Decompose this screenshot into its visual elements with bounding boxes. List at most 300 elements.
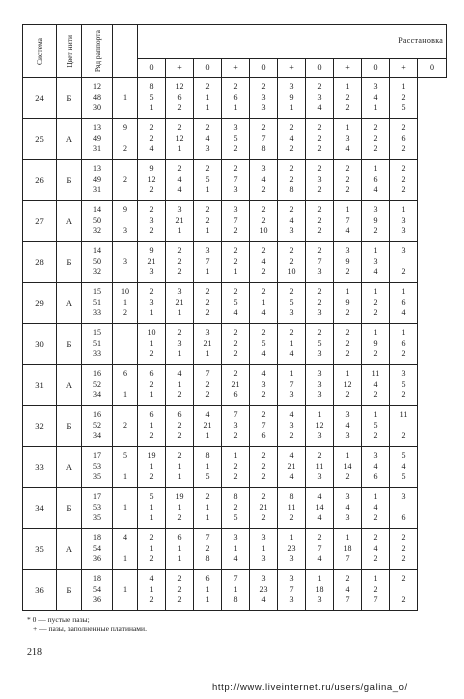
distribution-cell — [278, 160, 306, 201]
distribution-value: 5 — [401, 472, 406, 482]
distribution-value: 6 — [149, 369, 154, 379]
rapport-row-value: 50 — [93, 215, 101, 225]
distribution-value: 1 — [149, 338, 154, 348]
distribution-value: 9 — [345, 256, 350, 266]
thread-color-cell: А — [57, 201, 82, 242]
distribution-value: 5 — [233, 133, 238, 143]
distribution-value: 1 — [149, 584, 154, 594]
distribution-cell — [222, 160, 250, 201]
distribution-value: 2 — [373, 144, 378, 154]
distribution-value: 2 — [177, 246, 182, 256]
distribution-value: 4 — [345, 502, 350, 512]
distribution-value: 11 — [371, 369, 380, 379]
distribution-value: 7 — [205, 256, 210, 266]
distribution-value: 2 — [233, 369, 238, 379]
distribution-value: 1 — [205, 185, 210, 195]
rapport-rows-cell — [82, 78, 113, 119]
distribution-cell — [250, 78, 278, 119]
symbol-header-cell: 0 — [250, 59, 278, 78]
rapport-rows-cell — [82, 201, 113, 242]
symbol-header-cell: + — [390, 59, 418, 78]
thread-color-cell: Б — [57, 406, 82, 447]
distribution-value: 2 — [345, 349, 350, 359]
distribution-cell — [138, 570, 166, 611]
distribution-value: 4 — [373, 461, 378, 471]
distribution-value: 2 — [261, 472, 266, 482]
distribution-value: 1 — [177, 543, 182, 553]
distribution-value: 3 — [401, 492, 406, 502]
distribution-value: 3 — [345, 492, 350, 502]
distribution-value: 3 — [401, 215, 406, 225]
distribution-value: 7 — [205, 369, 210, 379]
distribution-value: 7 — [205, 533, 210, 543]
distribution-cell — [306, 283, 334, 324]
rapport-row-value: 35 — [93, 513, 101, 523]
distribution-cell — [334, 201, 362, 242]
footnote — [27, 615, 147, 633]
distribution-cell — [138, 283, 166, 324]
distribution-value: 3 — [233, 533, 238, 543]
distribution-cell — [113, 324, 138, 365]
distribution-cell — [113, 406, 138, 447]
distribution-value: 2 — [233, 164, 238, 174]
distribution-cell — [166, 529, 194, 570]
distribution-value: 6 — [401, 133, 406, 143]
distribution-cell — [166, 406, 194, 447]
distribution-value: 1 — [345, 533, 350, 543]
rapport-rows-cell — [82, 406, 113, 447]
distribution-cell — [194, 242, 222, 283]
distribution-cell — [194, 488, 222, 529]
distribution-value: 10 — [121, 287, 129, 297]
distribution-cell — [166, 570, 194, 611]
rapport-row-value: 48 — [93, 92, 101, 102]
distribution-value: 3 — [289, 226, 294, 236]
distribution-value: 2 — [345, 308, 350, 318]
distribution-value: 1 — [345, 82, 350, 92]
rapport-row-value: 18 — [93, 574, 101, 584]
distribution-cell — [362, 119, 390, 160]
distribution-value: 2 — [177, 574, 182, 584]
distribution-value: 2 — [149, 431, 154, 441]
distribution-cell — [166, 201, 194, 242]
distribution-value: 3 — [205, 328, 210, 338]
distribution-value: 4 — [261, 595, 266, 605]
distribution-value: 2 — [317, 287, 322, 297]
distribution-cell — [138, 406, 166, 447]
distribution-cell — [390, 488, 418, 529]
distribution-value: 3 — [373, 82, 378, 92]
distribution-value: 2 — [317, 133, 322, 143]
distribution-value: 4 — [345, 226, 350, 236]
distribution-value: 2 — [261, 390, 266, 400]
distribution-value: 1 — [205, 267, 210, 277]
distribution-value: 2 — [177, 513, 182, 523]
distribution-value: 1 — [233, 543, 238, 553]
distribution-value: 2 — [317, 328, 322, 338]
distribution-value: 2 — [205, 82, 210, 92]
rapport-row-value: 14 — [93, 246, 101, 256]
distribution-cell — [250, 570, 278, 611]
distribution-value: 2 — [149, 472, 154, 482]
distribution-value: 1 — [317, 410, 322, 420]
distribution-cell — [306, 406, 334, 447]
distribution-value — [113, 595, 137, 605]
distribution-value: 3 — [123, 256, 127, 266]
distribution-value — [113, 431, 137, 441]
distribution-value: 3 — [317, 267, 322, 277]
table-row — [23, 160, 447, 201]
distribution-value: 2 — [401, 174, 406, 184]
distribution-value: 4 — [289, 451, 294, 461]
distribution-value: 2 — [289, 328, 294, 338]
distribution-value: 1 — [373, 328, 378, 338]
distribution-value: 2 — [401, 390, 406, 400]
rapport-row-value: 35 — [93, 472, 101, 482]
distribution-value: 2 — [233, 472, 238, 482]
distribution-value: 1 — [345, 451, 350, 461]
table-row — [23, 283, 447, 324]
distribution-value: 23 — [287, 543, 296, 553]
distribution-value: 2 — [289, 513, 294, 523]
system-number-cell: 36 — [23, 570, 57, 611]
distribution-value: 2 — [261, 461, 266, 471]
thread-color-cell: Б — [57, 488, 82, 529]
rapport-row-value: 16 — [93, 410, 101, 420]
distribution-cell — [390, 119, 418, 160]
distribution-value: 2 — [205, 297, 210, 307]
distribution-cell — [250, 365, 278, 406]
distribution-value: 6 — [401, 338, 406, 348]
distribution-value: 9 — [123, 123, 127, 133]
table-row — [23, 447, 447, 488]
distribution-value: 2 — [345, 472, 350, 482]
rapport-row-value: 15 — [93, 328, 101, 338]
distribution-cell — [222, 283, 250, 324]
distribution-value: 4 — [289, 215, 294, 225]
rapport-rows-cell — [82, 324, 113, 365]
symbol-header-cell: 0 — [138, 59, 166, 78]
distribution-value: 2 — [317, 144, 322, 154]
table-row — [23, 365, 447, 406]
thread-color-cell: А — [57, 529, 82, 570]
distribution-value: 7 — [345, 595, 350, 605]
distribution-value: 1 — [149, 513, 154, 523]
distribution-value: 4 — [373, 267, 378, 277]
distribution-value: 8 — [233, 492, 238, 502]
thread-color-cell: Б — [57, 160, 82, 201]
distribution-value: 1 — [177, 461, 182, 471]
distribution-value: 2 — [261, 492, 266, 502]
system-number-cell: 29 — [23, 283, 57, 324]
distribution-value: 1 — [205, 103, 210, 113]
distribution-value: 2 — [261, 513, 266, 523]
rapport-row-value: 33 — [93, 308, 101, 318]
distribution-value: 1 — [123, 502, 127, 512]
distribution-value: 1 — [177, 308, 182, 318]
distribution-cell — [166, 160, 194, 201]
distribution-value: 5 — [233, 513, 238, 523]
rapport-rows-cell — [82, 160, 113, 201]
distribution-value: 1 — [177, 502, 182, 512]
distribution-value: 12 — [175, 82, 184, 92]
distribution-cell — [390, 283, 418, 324]
distribution-value: 2 — [149, 554, 154, 564]
header-system: Система — [23, 25, 57, 78]
distribution-value: 8 — [205, 451, 210, 461]
distribution-value: 2 — [317, 185, 322, 195]
distribution-value: 2 — [345, 267, 350, 277]
rapport-rows-cell — [82, 365, 113, 406]
distribution-value — [113, 246, 137, 256]
distribution-value — [113, 164, 137, 174]
distribution-value: 3 — [317, 369, 322, 379]
distribution-cell — [334, 365, 362, 406]
distribution-value: 12 — [315, 420, 324, 430]
distribution-value: 4 — [261, 349, 266, 359]
distribution-value: 4 — [345, 144, 350, 154]
distribution-value: 4 — [289, 133, 294, 143]
distribution-value: 21 — [175, 215, 184, 225]
distribution-value: 6 — [177, 533, 182, 543]
distribution-cell — [306, 324, 334, 365]
distribution-value: 7 — [317, 256, 322, 266]
distribution-value: 2 — [233, 256, 238, 266]
distribution-value: 21 — [259, 502, 268, 512]
thread-color-cell: Б — [57, 242, 82, 283]
distribution-value: 8 — [205, 554, 210, 564]
distribution-value: 5 — [401, 103, 406, 113]
distribution-value: 2 — [205, 308, 210, 318]
distribution-cell — [250, 488, 278, 529]
distribution-value: 2 — [401, 185, 406, 195]
distribution-value: 2 — [123, 308, 127, 318]
distribution-value: 2 — [233, 328, 238, 338]
distribution-cell — [278, 78, 306, 119]
distribution-value: 5 — [205, 174, 210, 184]
distribution-value: 2 — [177, 164, 182, 174]
distribution-value: 2 — [177, 123, 182, 133]
rapport-row-value: 32 — [93, 267, 101, 277]
distribution-value: 2 — [205, 287, 210, 297]
distribution-value — [113, 339, 137, 349]
distribution-value: 3 — [317, 595, 322, 605]
distribution-value: 1 — [205, 431, 210, 441]
distribution-value: 4 — [123, 533, 127, 543]
distribution-value: 7 — [289, 379, 294, 389]
distribution-cell — [334, 570, 362, 611]
distribution-cell — [250, 406, 278, 447]
distribution-cell — [362, 324, 390, 365]
distribution-value: 3 — [373, 205, 378, 215]
distribution-value: 1 — [289, 533, 294, 543]
rapport-row-value: 32 — [93, 226, 101, 236]
distribution-value: 23 — [259, 584, 268, 594]
distribution-value: 2 — [261, 287, 266, 297]
distribution-value: 2 — [177, 256, 182, 266]
header-distribution: Расстановка — [138, 25, 447, 59]
distribution-value: 1 — [177, 379, 182, 389]
distribution-value: 4 — [177, 174, 182, 184]
distribution-cell — [334, 488, 362, 529]
distribution-value: 2 — [177, 420, 182, 430]
distribution-cell — [306, 201, 334, 242]
distribution-value: 2 — [373, 123, 378, 133]
distribution-cell — [334, 324, 362, 365]
footnote-line-empty-slots: * 0 — пустые пазы; — [27, 615, 90, 624]
distribution-value: 8 — [261, 144, 266, 154]
distribution-value — [113, 380, 137, 390]
distribution-value: 2 — [177, 390, 182, 400]
distribution-cell — [390, 242, 418, 283]
distribution-value: 3 — [317, 308, 322, 318]
rapport-row-value: 51 — [93, 338, 101, 348]
system-number-cell: 27 — [23, 201, 57, 242]
distribution-cell — [278, 283, 306, 324]
distribution-value — [113, 544, 137, 554]
distribution-value: 6 — [177, 410, 182, 420]
distribution-cell — [278, 529, 306, 570]
distribution-cell — [166, 365, 194, 406]
distribution-value: 1 — [401, 328, 406, 338]
distribution-value: 3 — [317, 379, 322, 389]
distribution-value: 2 — [261, 267, 266, 277]
distribution-value: 1 — [401, 82, 406, 92]
distribution-cell — [278, 406, 306, 447]
distribution-value: 2 — [177, 103, 182, 113]
distribution-cell — [113, 365, 138, 406]
distribution-value: 4 — [317, 513, 322, 523]
distribution-cell — [278, 488, 306, 529]
header-rapport-row: Ряд раппорта — [82, 25, 113, 78]
distribution-cell — [362, 488, 390, 529]
system-number-cell: 32 — [23, 406, 57, 447]
distribution-value: 9 — [289, 92, 294, 102]
distribution-value: 1 — [123, 390, 127, 400]
distribution-value — [113, 328, 137, 338]
rapport-rows-cell — [82, 447, 113, 488]
distribution-value — [113, 462, 137, 472]
distribution-cell — [390, 406, 418, 447]
distribution-cell — [113, 283, 138, 324]
distribution-cell — [113, 160, 138, 201]
distribution-value: 2 — [289, 246, 294, 256]
table-row — [23, 406, 447, 447]
distribution-value: 2 — [149, 349, 154, 359]
distribution-value: 5 — [401, 379, 406, 389]
distribution-value: 2 — [149, 133, 154, 143]
distribution-value: 2 — [373, 584, 378, 594]
distribution-value: 5 — [123, 451, 127, 461]
distribution-value: 4 — [177, 185, 182, 195]
distribution-value — [113, 492, 137, 502]
distribution-value: 3 — [317, 390, 322, 400]
distribution-cell — [334, 160, 362, 201]
distribution-cell — [138, 365, 166, 406]
distribution-value: 1 — [345, 287, 350, 297]
distribution-value: 2 — [233, 82, 238, 92]
distribution-cell — [194, 324, 222, 365]
distribution-value: 1 — [205, 461, 210, 471]
distribution-value: 2 — [177, 431, 182, 441]
symbol-header-cell: + — [334, 59, 362, 78]
distribution-value: 2 — [401, 123, 406, 133]
distribution-cell — [166, 78, 194, 119]
distribution-cell — [222, 570, 250, 611]
distribution-cell — [194, 406, 222, 447]
distribution-value: 2 — [149, 123, 154, 133]
distribution-value: 4 — [261, 174, 266, 184]
distribution-value: 1 — [345, 205, 350, 215]
distribution-value: 6 — [373, 472, 378, 482]
rapport-rows-cell — [82, 529, 113, 570]
rapport-row-value: 16 — [93, 369, 101, 379]
distribution-value: 3 — [205, 246, 210, 256]
distribution-value: 1 — [149, 543, 154, 553]
rapport-rows-cell — [82, 119, 113, 160]
distribution-value: 3 — [289, 308, 294, 318]
distribution-value: 5 — [149, 92, 154, 102]
distribution-value: 2 — [289, 431, 294, 441]
distribution-cell — [113, 119, 138, 160]
distribution-value: 9 — [123, 205, 127, 215]
distribution-value: 3 — [317, 349, 322, 359]
distribution-value: 18 — [343, 543, 352, 553]
distribution-value — [113, 185, 137, 195]
distribution-value: 1 — [205, 92, 210, 102]
distribution-value: 7 — [345, 215, 350, 225]
distribution-value — [390, 421, 417, 431]
distribution-cell — [390, 78, 418, 119]
distribution-value: 2 — [233, 461, 238, 471]
distribution-value: 3 — [233, 205, 238, 215]
distribution-value: 2 — [289, 164, 294, 174]
rapport-row-value: 53 — [93, 502, 101, 512]
distribution-value: 1 — [205, 502, 210, 512]
distribution-cell — [362, 570, 390, 611]
distribution-value: 2 — [401, 431, 406, 441]
distribution-value: 2 — [149, 185, 154, 195]
distribution-cell — [250, 201, 278, 242]
symbol-header-cell: 0 — [306, 59, 334, 78]
distribution-cell — [194, 119, 222, 160]
distribution-value: 5 — [261, 338, 266, 348]
rapport-row-value: 18 — [93, 533, 101, 543]
distribution-cell — [250, 529, 278, 570]
distribution-value: 5 — [233, 297, 238, 307]
distribution-cell — [334, 447, 362, 488]
thread-color-cell: А — [57, 365, 82, 406]
distribution-cell — [278, 201, 306, 242]
distribution-value: 1 — [149, 390, 154, 400]
distribution-value: 5 — [205, 472, 210, 482]
distribution-cell — [194, 160, 222, 201]
distribution-value: 1 — [205, 226, 210, 236]
distribution-cell — [306, 447, 334, 488]
distribution-value: 7 — [233, 410, 238, 420]
distribution-value: 4 — [205, 410, 210, 420]
distribution-cell — [194, 201, 222, 242]
distribution-cell — [222, 488, 250, 529]
distribution-cell — [278, 365, 306, 406]
distribution-value: 2 — [345, 390, 350, 400]
distribution-value: 1 — [233, 584, 238, 594]
distribution-value: 2 — [401, 533, 406, 543]
distribution-value: 11 — [315, 461, 324, 471]
distribution-value: 9 — [373, 338, 378, 348]
distribution-value — [113, 134, 137, 144]
distribution-value: 3 — [289, 554, 294, 564]
